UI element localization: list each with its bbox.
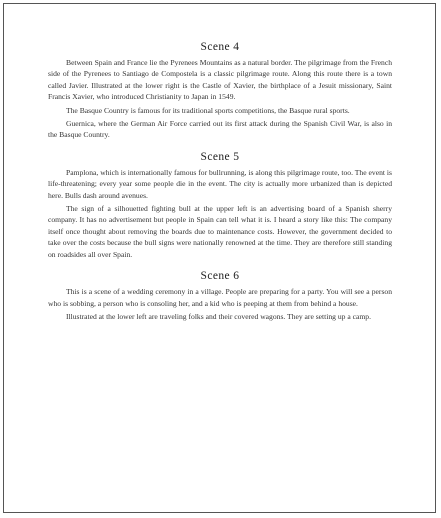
- scene-6-paragraph-1: This is a scene of a wedding ceremony in a village. People are preparing for a party. You will see a person who is sobbing, a person who is consoling her, and a kid who is peeping at them from behind a house.: [48, 287, 392, 308]
- scene-5-section: [48, 151, 392, 260]
- scene-4-paragraph-2: The Basque Country is famous for its traditional sports competitions, the Basque rural sports.: [66, 105, 350, 115]
- scene-4-paragraph-3: Guernica, where the German Air Force carried out its first attack during the Spanish Civil War, is also in the Basque Country.: [48, 119, 392, 140]
- scene-6-section: [48, 270, 392, 322]
- scene-5-heading: Scene 5: [200, 150, 240, 163]
- scene-4-paragraph-1: Between Spain and France lie the Pyrenees Mountains as a natural border. The pilgrimage from the French side of the Pyrenees to Santiago de Compostela is a classic pilgrimage route. Along this route there is a town called Javier. Illustrated at the lower right is the Castle of Xavier, the birthplace of a Jesuit missionary, Saint Francis Xavier, who introduced Christianity to Japan in 1549.: [48, 58, 392, 102]
- page-content: [48, 41, 392, 322]
- scene-5-paragraph-1: Pamplona, which is internationally famous for bullrunning, is along this pilgrimage route, too. The event is life-threatening; every year some people die in the event. The city is actually more urbanized than is depicted here. Bulls dash around avenues.: [48, 167, 392, 200]
- scene-6-heading: Scene 6: [200, 270, 240, 283]
- scene-4-heading: Scene 4: [200, 41, 240, 53]
- scene-4-section: [48, 41, 392, 141]
- document-page: [3, 3, 436, 513]
- scene-6-paragraph-2: Illustrated at the lower left are traveling folks and their covered wagons. They are setting up a camp.: [66, 311, 371, 321]
- scene-5-paragraph-2: The sign of a silhouetted fighting bull at the upper left is an advertising board of a Spanish sherry company. It has no advertisement but people in Spain can tell what it is. I heard a story like this: The company itself once thought about removing the boards due to maintenance costs. However, the government decided to take over the costs because the bull signs were nationally renowned at the time. They are therefore still standing on roadsides all over Spain.: [48, 204, 392, 259]
